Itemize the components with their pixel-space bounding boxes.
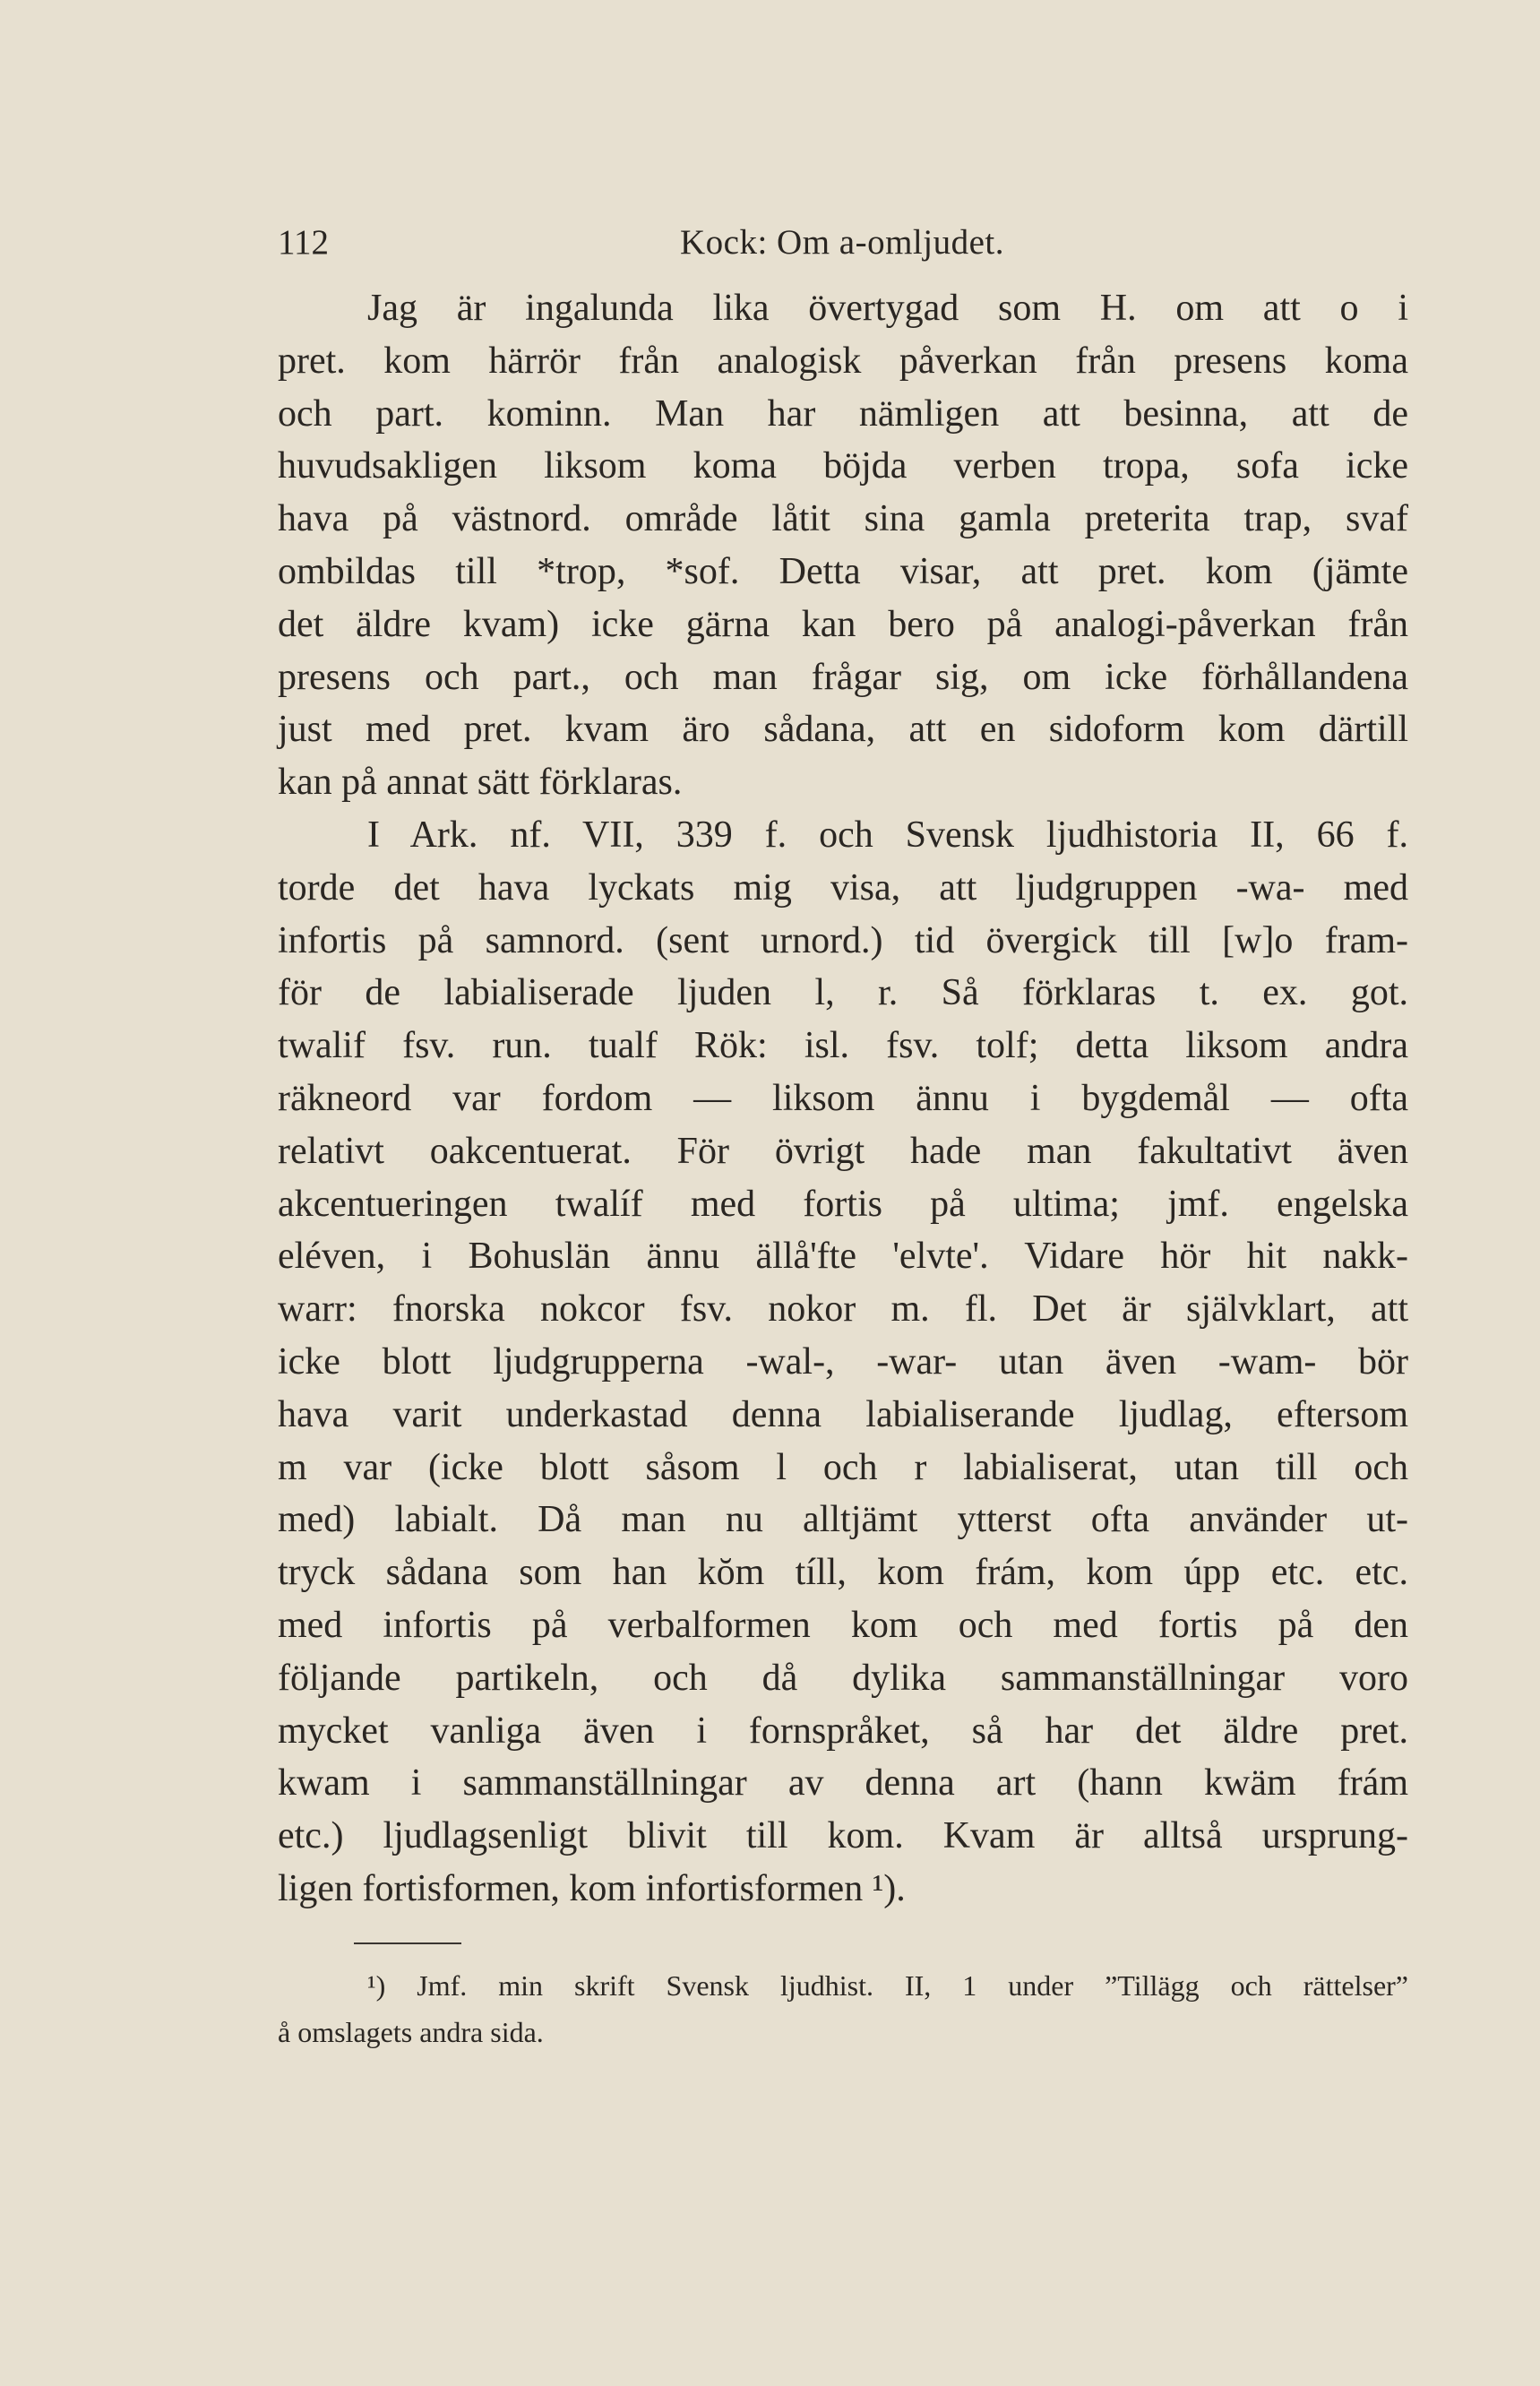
text-line: ligen fortisformen, kom infortisformen ¹). (278, 1867, 906, 1909)
text-line: det äldre kvam) icke gärna kan bero på analogi-påverkan från (278, 603, 1408, 645)
text-line: icke blott ljudgrupperna -wal-, -war- utan även -wam- bör (278, 1340, 1408, 1383)
text-line: kwam i sammanställningar av denna art (hann kwäm frám (278, 1762, 1408, 1805)
text-line: med infortis på verbalformen kom och med fortis på den (278, 1604, 1408, 1646)
text-line: tryck sådana som han kŏm tíll, kom frám, kom úpp etc. etc. (278, 1552, 1408, 1594)
body-text (278, 282, 1408, 1916)
text-line: hava varit underkastad denna labialiserande ljudlag, eftersom (278, 1393, 1408, 1435)
text-line: och part. kominn. Man har nämligen att besinna, att de (278, 392, 1408, 435)
text-line: akcentueringen twalíf med fortis på ultima; jmf. engelska (278, 1183, 1408, 1225)
running-title: Kock: Om a-omljudet. (679, 223, 1004, 262)
text-line: hava på västnord. område låtit sina gamla preterita trap, svaf (278, 498, 1408, 540)
text-line: kan på annat sätt förklaras. (278, 762, 683, 804)
page-header (278, 211, 1407, 265)
footnote-line: å omslagets andra sida. (278, 2016, 544, 2048)
text-line: infortis på samnord. (sent urnord.) tid övergick till [w]o fram- (278, 919, 1408, 961)
text-line: för de labialiserade ljuden l, r. Så förklaras t. ex. got. (278, 972, 1408, 1014)
text-line: Jag är ingalunda lika övertygad som H. om att o i (367, 288, 1408, 329)
text-line: twalif fsv. run. tualf Rök: isl. fsv. tolf; detta liksom andra (278, 1025, 1408, 1067)
text-line: etc.) ljudlagsenligt blivit till kom. Kvam är alltså ursprung- (278, 1815, 1408, 1857)
footnote-line (278, 1962, 1408, 2009)
text-line: just med pret. kvam äro sådana, att en sidoform kom därtill (278, 709, 1408, 751)
text-line: pret. kom härrör från analogisk påverkan från presens koma (278, 340, 1408, 382)
text-line: torde det hava lyckats mig visa, att ljudgruppen -wa- med (278, 866, 1408, 909)
text-line: m var (icke blott såsom l och r labialiserat, utan till och (278, 1446, 1408, 1488)
text-line: I Ark. nf. VII, 339 f. och Svensk ljudhistoria II, 66 f. (367, 814, 1408, 856)
text-line: relativt oakcentuerat. För övrigt hade man fakultativt även (278, 1130, 1408, 1172)
footnote-marker: ¹) (367, 1969, 386, 2002)
text-line: mycket vanliga även i fornspråket, så har det äldre pret. (278, 1710, 1408, 1752)
page-number: 112 (278, 223, 330, 262)
footnote-divider (354, 1942, 461, 1944)
text-line: warr: fnorska nokcor fsv. nokor m. fl. Det är självklart, att (278, 1288, 1408, 1331)
footnote (278, 1962, 1408, 2055)
footnote-text: Jmf. min skrift Svensk ljudhist. II, 1 under ”Tillägg och rättelser” (417, 1969, 1408, 2002)
text-line: med) labialt. Då man nu alltjämt ytterst ofta använder ut- (278, 1499, 1408, 1541)
text-line: eléven, i Bohuslän ännu ällå'fte 'elvte'. Vidare hör hit nakk- (278, 1236, 1408, 1278)
text-line: huvudsakligen liksom koma böjda verben tropa, sofa icke (278, 445, 1408, 487)
text-line: ombildas till *trop, *sof. Detta visar, att pret. kom (jämte (278, 550, 1408, 592)
text-line: följande partikeln, och då dylika sammanställningar voro (278, 1657, 1408, 1699)
text-line: räkneord var fordom — liksom ännu i bygdemål — ofta (278, 1077, 1408, 1119)
text-line: presens och part., och man frågar sig, om icke förhållandena (278, 656, 1408, 698)
